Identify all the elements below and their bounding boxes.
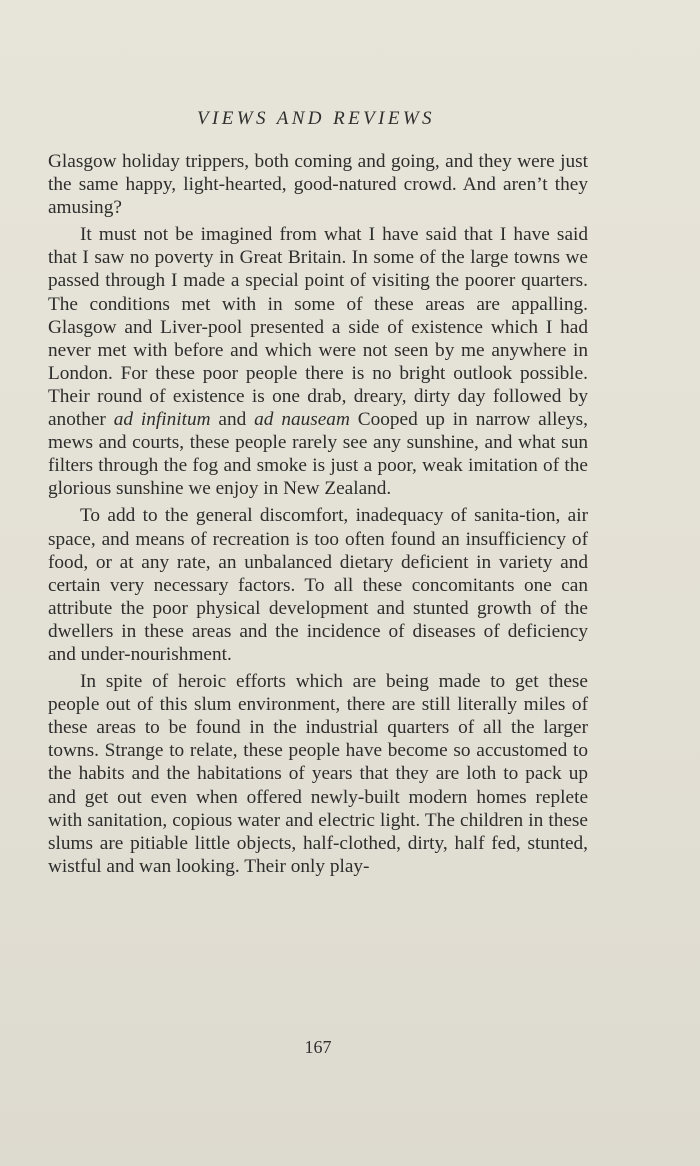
page-number: 167: [304, 1037, 332, 1057]
paragraph-sanitation: To add to the general discomfort, inadequacy of sanita-tion, air space, and means of recreation is too often found an insufficiency of food, or at any rate, an unbalanced dietary deficient in variety and certain very necessary factors. To all these concomitants one can attribute the poor physical development and stunted growth of the dwellers in these areas and the incidence of diseases of deficiency and under-nourishment.: [48, 505, 588, 665]
paragraph-slums: In spite of heroic efforts which are being made to get these people out of this slum environment, there are still literally miles of these areas to be found in the industrial quarters of all the larger towns. Strange to relate, these people have become so accustomed to the habits and the habitations of years that they are loth to pack up and get out even when offered newly-built modern homes replete with sanitation, copious water and electric light. The children in these slums are pitiable little objects, half-clothed, dirty, half fed, stunted, wistful and wan looking. Their only play-: [48, 671, 588, 877]
latin-phrase: ad infinitum: [113, 409, 211, 431]
body-text: [48, 150, 588, 878]
paragraph-continued: Glasgow holiday trippers, both coming and going, and they were just the same happy, light-hearted, good-natured crowd. And aren’t they amusing?: [48, 151, 588, 219]
paragraph-text: It must not be imagined from what I have said that I have said that I saw no poverty in Great Britain. In some of the large towns we passed through I made a special point of visiting the poorer quarters. The conditions met with in some of these areas are appalling. Glasgow and Liver-pool presented a side of existence which I had never met with before and which were not seen by me anywhere in London. For these poor people there is no bright outlook possible. Their round of existence is one drab, dreary, dirty day followed by another: [48, 224, 588, 431]
latin-phrase: ad nauseam: [254, 409, 350, 431]
paragraph-text: and: [218, 409, 247, 431]
paragraph-text: Cooped up in narrow alleys, mews and courts, these people rarely see any sunshine, and what sun filters through the fog and smoke is just a poor, weak imitation of the glorious sunshine we enjoy in New Zealand.: [48, 409, 588, 500]
paragraph-poverty: [48, 223, 588, 500]
running-head: VIEWS AND REVIEWS: [197, 108, 435, 129]
